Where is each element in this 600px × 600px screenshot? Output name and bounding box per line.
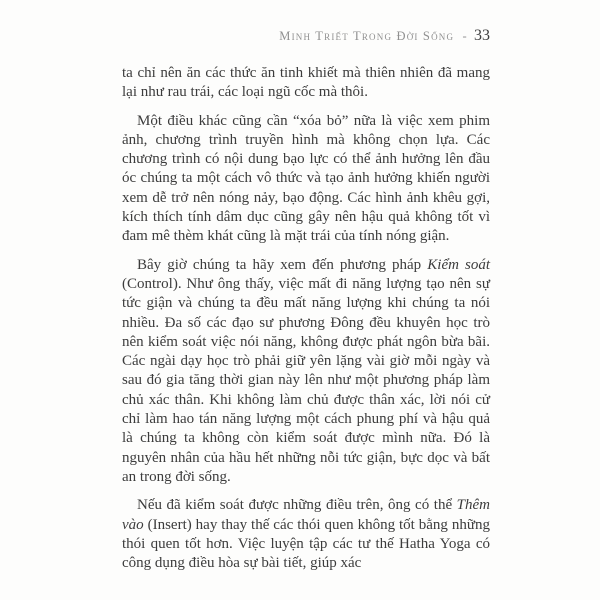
text-block [122, 28, 490, 582]
paragraph-2 [122, 112, 490, 247]
paragraph-4-text-2: (Insert) hay thay thế các thói quen không tốt bằng những thói quen tốt hơn. Việc luyện tập các tư thế Hatha Yoga có công dụng điều hòa sự bài tiết, giúp xác [122, 516, 490, 572]
paragraph-3 [122, 256, 490, 488]
paragraph-3-text-1: Bây giờ chúng ta hãy xem đến phương pháp [137, 256, 428, 273]
running-header [122, 28, 490, 44]
italic-term-them-vao: Thêm vào [122, 497, 490, 533]
paragraph-2-text: Một điều khác cũng cần “xóa bỏ” nữa là việc xem phim ảnh, chương trình truyền hình mà không chọn lựa. Các chương trình có nội dung bạo lực có thể ảnh hưởng lên đầu óc chúng ta một cách vô thức và tạo ảnh hưởng khiến người xem dễ trở nên nóng nảy, bạo động. Các hình ảnh khêu gợi, kích thích tính dâm dục cũng gây nên hậu quả không tốt vì đam mê thèm khát cũng là mặt trái của tính nóng giận. [122, 112, 490, 245]
paragraph-4 [122, 496, 490, 573]
running-header-separator: - [462, 29, 467, 43]
page-number: 33 [474, 27, 490, 44]
italic-term-kiem-soat: Kiểm soát [427, 256, 491, 273]
paragraph-1 [122, 64, 490, 103]
paragraph-4-text-1: Nếu đã kiểm soát được những điều trên, ông có thể [137, 497, 457, 514]
paragraph-1-text: ta chỉ nên ăn các thức ăn tinh khiết mà thiên nhiên đã mang lại như rau trái, các loại ngũ cốc mà thôi. [122, 65, 490, 101]
paragraph-3-text-2: (Control). Như ông thấy, việc mất đi năng lượng tạo nên sự tức giận và chúng ta đều mất năng lượng khi chúng ta nói nhiều. Đa số các đạo sư phương Đông đều khuyên học trò nên kiểm soát việc nói năng, không được phát ngôn bừa bãi. Các ngài dạy học trò phải giữ yên lặng vài giờ mỗi ngày và sau đó gia tăng thời gian này lên như một phương pháp làm chủ xác thân. Khi không làm chủ được thân xác, lời nói cử chỉ làm hao tán năng lượng một cách phung phí và hậu quả là chúng ta không còn kiểm soát được mình nữa. Đó là nguyên nhân của hầu hết những nỗi tức giận, bực dọc và bất an trong đời sống. [122, 275, 490, 485]
running-header-title: Minh Triết Trong Đời Sống [279, 29, 455, 43]
